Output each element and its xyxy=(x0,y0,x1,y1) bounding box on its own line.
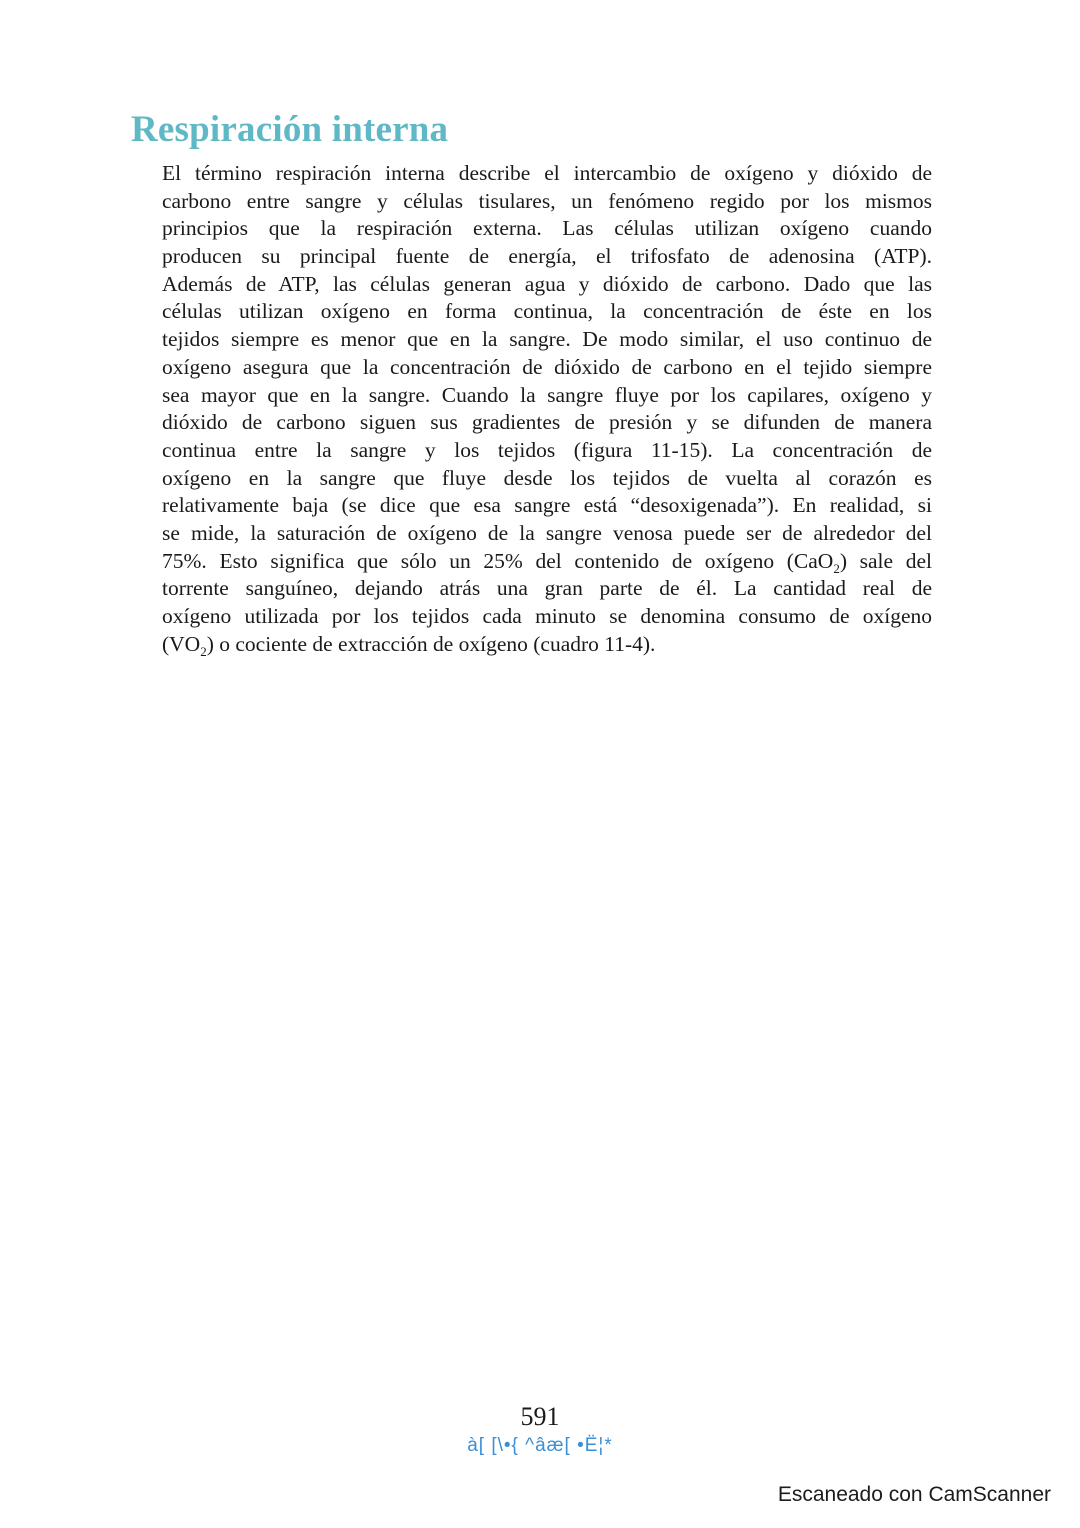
paragraph-line-with-subscript: $(VO_2)$ o cociente de extracción de oxígeno (cuadro 11-4). xyxy=(162,631,656,659)
camscanner-watermark: Escaneado con CamScanner xyxy=(777,1483,1051,1506)
paragraph-line: oxígeno en la sangre que fluye desde los tejidos de vuelta al corazón es xyxy=(162,465,932,490)
paragraph-line: tejidos siempre es menor que en la sangre. De modo similar, el uso continuo de xyxy=(162,327,932,352)
paragraph-line: se mide, la saturación de oxígeno de la sangre venosa puede ser de alrededor del xyxy=(162,520,932,545)
paragraph-line: dióxido de carbono siguen sus gradientes de presión y se difunden de manera xyxy=(162,410,932,435)
paragraph-line: Además de ATP, las células generan agua y dióxido de carbono. Dado que las xyxy=(162,271,932,296)
paragraph-line: oxígeno utilizada por los tejidos cada minuto se denomina consumo de oxígeno xyxy=(162,604,932,628)
paragraph-line: sea mayor que en la sangre. Cuando la sangre fluye por los capilares, oxígeno y xyxy=(162,382,932,407)
subscript: 2 xyxy=(200,643,207,659)
paragraph-line: El término respiración interna describe el intercambio de oxígeno y dióxido de xyxy=(162,161,932,185)
paragraph-line: relativamente baja (se dice que esa sangre está “desoxigenada”). En realidad, si xyxy=(162,493,932,518)
paragraph-line: continua entre la sangre y los tejidos (figura 11-15). La concentración de xyxy=(162,437,932,462)
paragraph-line: torrente sanguíneo, dejando atrás una gran parte de él. La cantidad real de xyxy=(162,576,932,601)
paragraph-line-with-subscript: 75%. Esto significa que sólo un 25% del contenido de oxígeno (CaO$_2$) sale del xyxy=(162,548,932,576)
section-title: Respiración interna xyxy=(131,109,449,150)
paragraph-line: células utilizan oxígeno en forma continua, la concentración de éste en los xyxy=(162,299,932,324)
paragraph-line: principios que la respiración externa. Las células utilizan oxígeno cuando xyxy=(162,216,932,241)
paragraph-line: oxígeno asegura que la concentración de dióxido de carbono en el tejido siempre xyxy=(162,354,932,379)
body-paragraph xyxy=(162,160,932,658)
page-number: 591 xyxy=(520,1402,560,1431)
paragraph-line: carbono entre sangre y células tisulares, un fenómeno regido por los mismos xyxy=(162,188,932,213)
paragraph-line: producen su principal fuente de energía, el trifosfato de adenosina (ATP). xyxy=(162,244,932,269)
garbled-footer-text: à[ [\•{ ^âæ[ •Ë¦* xyxy=(467,1435,613,1456)
subscript: 2 xyxy=(833,560,840,576)
